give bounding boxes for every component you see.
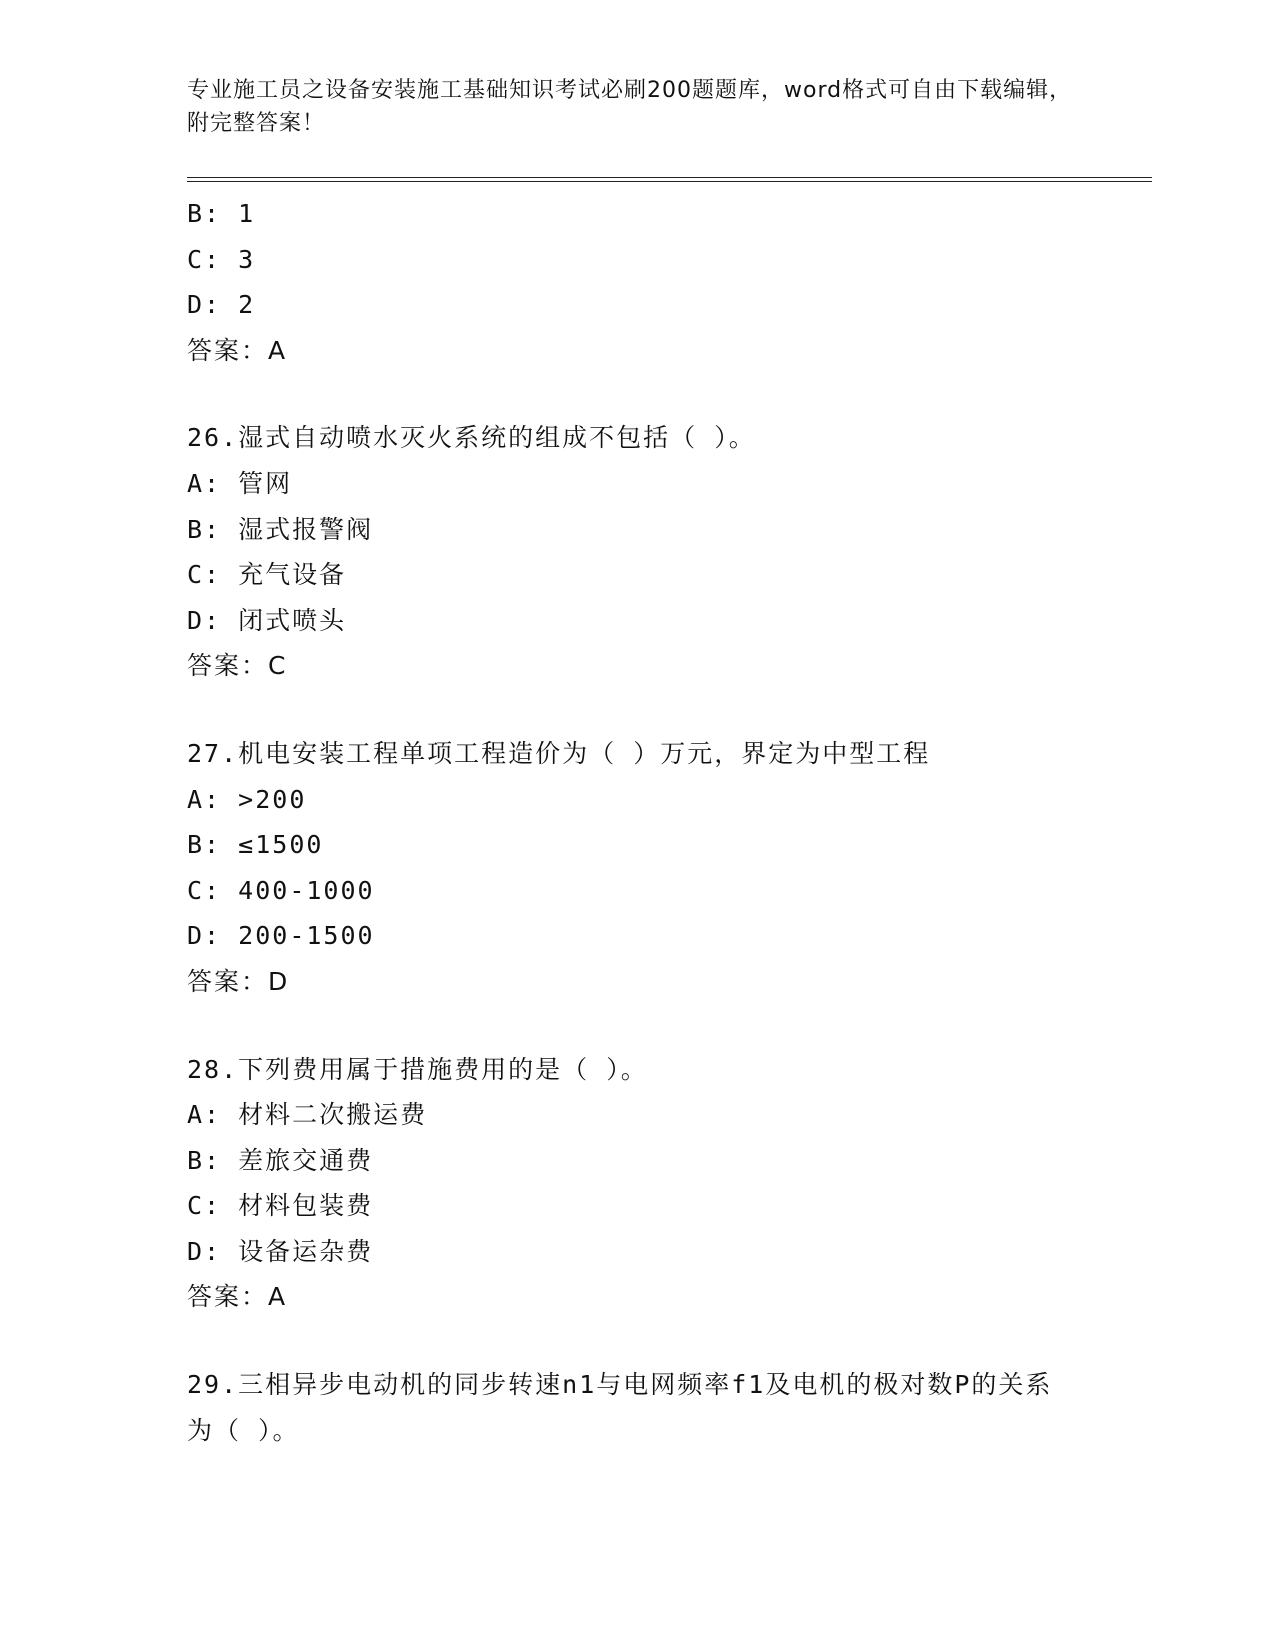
header-divider-top: [187, 177, 1152, 178]
option-row: [187, 191, 1152, 237]
option-text: 400-1000: [238, 875, 375, 905]
option-text: 1: [238, 199, 256, 228]
answer-row: [187, 643, 1152, 689]
question-block-28: [187, 1047, 1152, 1321]
option-label: B:: [187, 830, 222, 860]
option-text: 管网: [238, 468, 293, 498]
option-label: D:: [187, 290, 222, 320]
option-row: [187, 282, 1152, 328]
answer-value: A: [268, 335, 288, 365]
option-text: ≤1500: [238, 830, 324, 860]
option-label: A:: [187, 784, 222, 814]
option-row: [187, 552, 1152, 598]
answer-label: 答案：: [187, 651, 269, 681]
option-row: [187, 1092, 1152, 1138]
question-list: [187, 191, 1152, 1453]
option-text: >200: [238, 784, 307, 814]
question-block-27: [187, 731, 1152, 1005]
option-text: 湿式报警阀: [238, 514, 374, 544]
question-text: 27.机电安装工程单项工程造价为（ ）万元，界定为中型工程: [187, 738, 931, 768]
answer-row: [187, 959, 1152, 1005]
spacer: [187, 373, 1152, 415]
option-row: [187, 868, 1152, 914]
option-text: 材料包装费: [238, 1191, 374, 1221]
option-text: 闭式喷头: [238, 605, 347, 635]
option-text: 差旅交通费: [238, 1145, 374, 1175]
spacer: [187, 1005, 1152, 1047]
question-text: 26.湿式自动喷水灭火系统的组成不包括（ ）。: [187, 423, 756, 453]
option-label: C:: [187, 244, 222, 274]
answer-value: A: [268, 1282, 288, 1312]
option-row: [187, 822, 1152, 868]
question-block-25: [187, 191, 1152, 373]
option-label: B:: [187, 1145, 222, 1175]
option-row: [187, 1229, 1152, 1275]
option-row: [187, 777, 1152, 823]
option-label: B:: [187, 199, 222, 228]
option-label: C:: [187, 560, 222, 590]
option-row: [187, 598, 1152, 644]
question-block-26: [187, 415, 1152, 689]
option-label: D:: [187, 921, 222, 951]
header-divider-bottom: [187, 181, 1152, 182]
answer-label: 答案：: [187, 1282, 269, 1312]
option-row: [187, 461, 1152, 507]
option-text: 材料二次搬运费: [238, 1100, 428, 1130]
option-row: [187, 507, 1152, 553]
option-row: [187, 1183, 1152, 1229]
answer-row: [187, 328, 1152, 374]
answer-label: 答案：: [187, 966, 269, 996]
option-label: A:: [187, 1100, 222, 1130]
option-label: B:: [187, 514, 222, 544]
answer-value: C: [268, 651, 288, 681]
option-text: 3: [238, 244, 256, 274]
option-row: [187, 913, 1152, 959]
option-label: D:: [187, 605, 222, 635]
option-label: D:: [187, 1236, 222, 1266]
question-text: 29.三相异步电动机的同步转速n1与电网频率f1及电机的极对数P的关系为（ ）。: [187, 1370, 1053, 1445]
question-text: 28.下列费用属于措施费用的是（ ）。: [187, 1054, 648, 1084]
answer-value: D: [268, 966, 290, 996]
option-text: 2: [238, 290, 256, 320]
option-text: 充气设备: [238, 560, 347, 590]
question-block-29: [187, 1362, 1152, 1453]
option-row: [187, 1138, 1152, 1184]
spacer: [187, 1320, 1152, 1362]
answer-label: 答案：: [187, 335, 269, 365]
option-row: [187, 237, 1152, 283]
option-label: C:: [187, 1191, 222, 1221]
header-title: 专业施工员之设备安装施工基础知识考试必刷200题题库，word格式可自由下载编辑，附完整答案！: [187, 78, 1073, 136]
option-label: A:: [187, 468, 222, 498]
option-label: C:: [187, 875, 222, 905]
option-text: 200-1500: [238, 921, 375, 951]
document-header: [187, 74, 1077, 140]
spacer: [187, 689, 1152, 731]
answer-row: [187, 1274, 1152, 1320]
option-text: 设备运杂费: [238, 1236, 374, 1266]
